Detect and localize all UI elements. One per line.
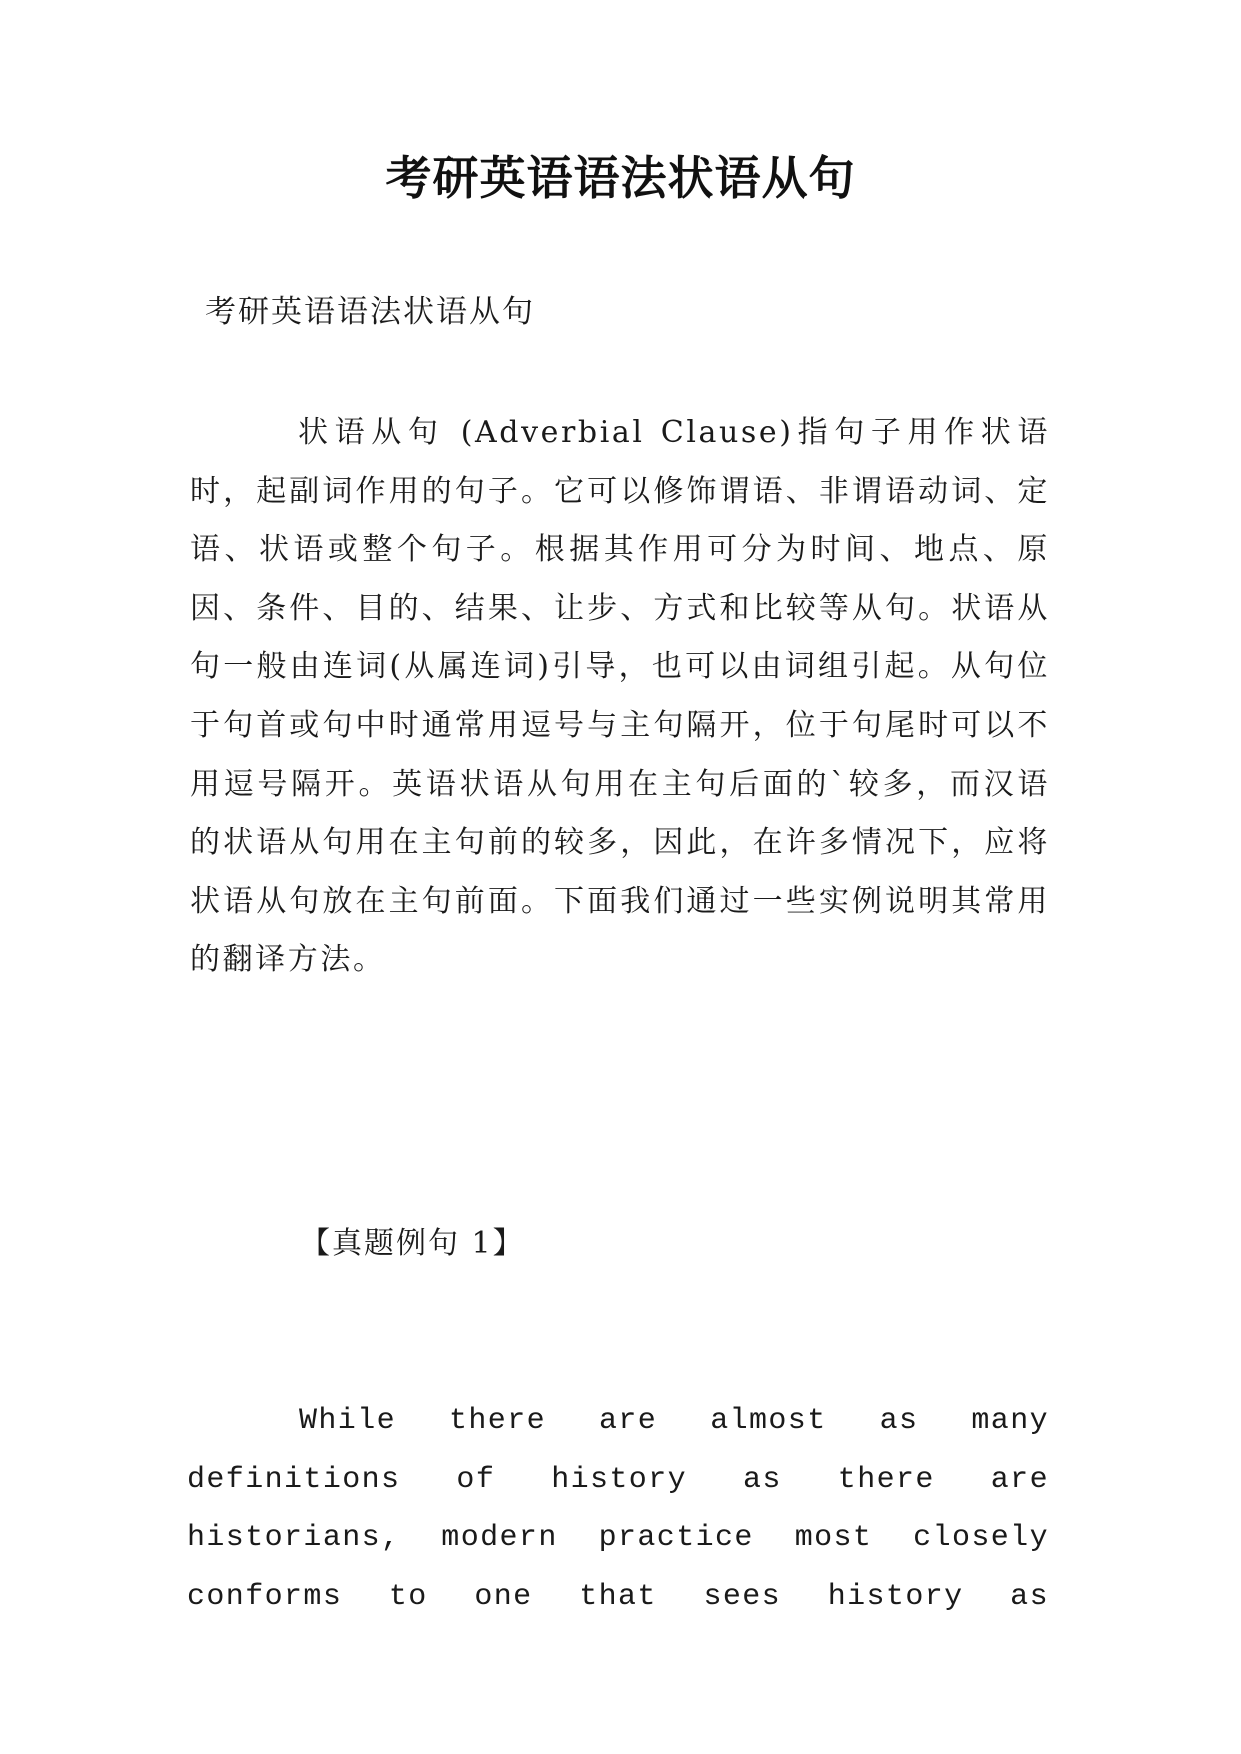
page-title: 考研英语语法状语从句 — [385, 151, 856, 205]
intro-paragraph: 状语从句 (Adverbial Clause)指句子用作状语时，起副词作用的句子。它可以修饰谓语、非谓语动词、定语、状语或整个句子。根据其作用可分为时间、地点、原因、条件、目的、结果、让步、方式和比较等从句。状语从句一般由连词(从属连词)引导，也可以由词组引起。从句位于句首或句中时通常用逗号与主句隔开，位于句尾时可以不用逗号隔开。英语状语从句用在主句后面的`较多，而汉语的状语从句用在主句前的较多，因此，在许多情况下，应将状语从句放在主句前面。下面我们通过一些实例说明其常用的翻译方法。 — [190, 415, 1050, 978]
example-label: 【真题例句 1】 — [300, 1226, 525, 1261]
document-subtitle: 考研英语语法状语从句 — [205, 294, 535, 330]
example-sentence: While there are almost as many definitions of history as there are historians, modern practice most closely conforms to one that sees history as — [187, 1404, 1049, 1614]
